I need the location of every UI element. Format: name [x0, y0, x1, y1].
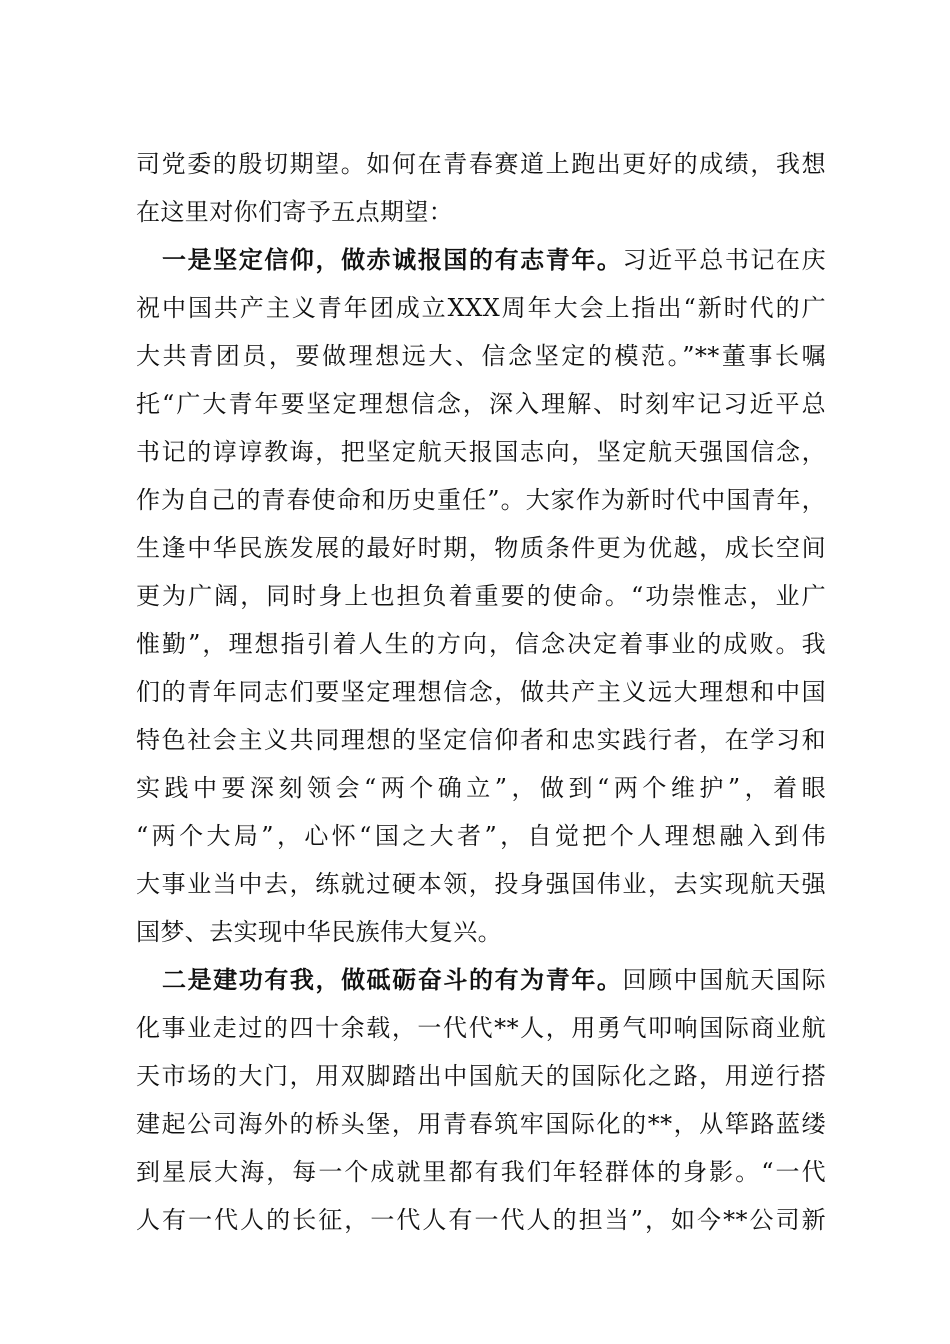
text-line: 特色社会主义共同理想的坚定信仰者和忠实践行者，在学习和: [136, 726, 826, 754]
text-line: 人有一代人的长征，一代人有一代人的担当”，如今**公司新: [136, 1206, 826, 1234]
text-line: 到星辰大海，每一个成就里都有我们年轻群体的身影。“一代: [136, 1158, 826, 1186]
text-fragment: 习近平总书记在庆: [622, 246, 827, 274]
text-line: 书记的谆谆教诲，把坚定航天报国志向，坚定航天强国信念，: [136, 438, 826, 466]
text-line: 司党委的殷切期望。如何在青春赛道上跑出更好的成绩，我想: [136, 150, 826, 178]
text-line: 大事业当中去，练就过硬本领，投身强国伟业，去实现航天强: [136, 870, 826, 898]
text-line-with-heading: [136, 236, 826, 284]
text-line: 生逢中华民族发展的最好时期，物质条件更为优越，成长空间: [136, 534, 826, 562]
text-fragment: 回顾中国航天国际: [622, 966, 827, 994]
text-line: 建起公司海外的桥头堡，用青春筑牢国际化的**，从筚路蓝缕: [136, 1110, 826, 1138]
text-line: 祝中国共产主义青年团成立XXX周年大会上指出“新时代的广: [136, 294, 826, 322]
text-line: “两个大局”，心怀“国之大者”，自觉把个人理想融入到伟: [136, 822, 826, 850]
text-line: 更为广阔，同时身上也担负着重要的使命。“功崇惟志，业广: [136, 582, 826, 610]
text-line: 国梦、去实现中华民族伟大复兴。: [136, 918, 502, 946]
text-line: 惟勤”，理想指引着人生的方向，信念决定着事业的成败。我: [136, 630, 826, 658]
document-body: [136, 140, 826, 1244]
text-line: 大共青团员，要做理想远大、信念坚定的模范。”**董事长嘱: [136, 342, 826, 370]
text-line: 作为自己的青春使命和历史重任”。大家作为新时代中国青年，: [136, 486, 826, 514]
text-line: 化事业走过的四十余载，一代代**人，用勇气叩响国际商业航: [136, 1014, 826, 1042]
paragraph-intro: [136, 140, 826, 236]
text-line: 实践中要深刻领会“两个确立”，做到“两个维护”，着眼: [136, 774, 826, 802]
paragraph-first-expectation: [136, 236, 826, 956]
paragraph-heading: 二是建功有我，做砥砺奋斗的有为青年。: [162, 965, 623, 994]
text-line: 天市场的大门，用双脚踏出中国航天的国际化之路，用逆行搭: [136, 1062, 826, 1090]
text-line: 在这里对你们寄予五点期望：: [136, 198, 454, 226]
text-line: 托“广大青年要坚定理想信念，深入理解、时刻牢记习近平总: [136, 390, 826, 418]
paragraph-heading: 一是坚定信仰，做赤诚报国的有志青年。: [162, 245, 623, 274]
text-line-with-heading: [136, 956, 826, 1004]
text-line: 们的青年同志们要坚定理想信念，做共产主义远大理想和中国: [136, 678, 826, 706]
paragraph-second-expectation: [136, 956, 826, 1244]
